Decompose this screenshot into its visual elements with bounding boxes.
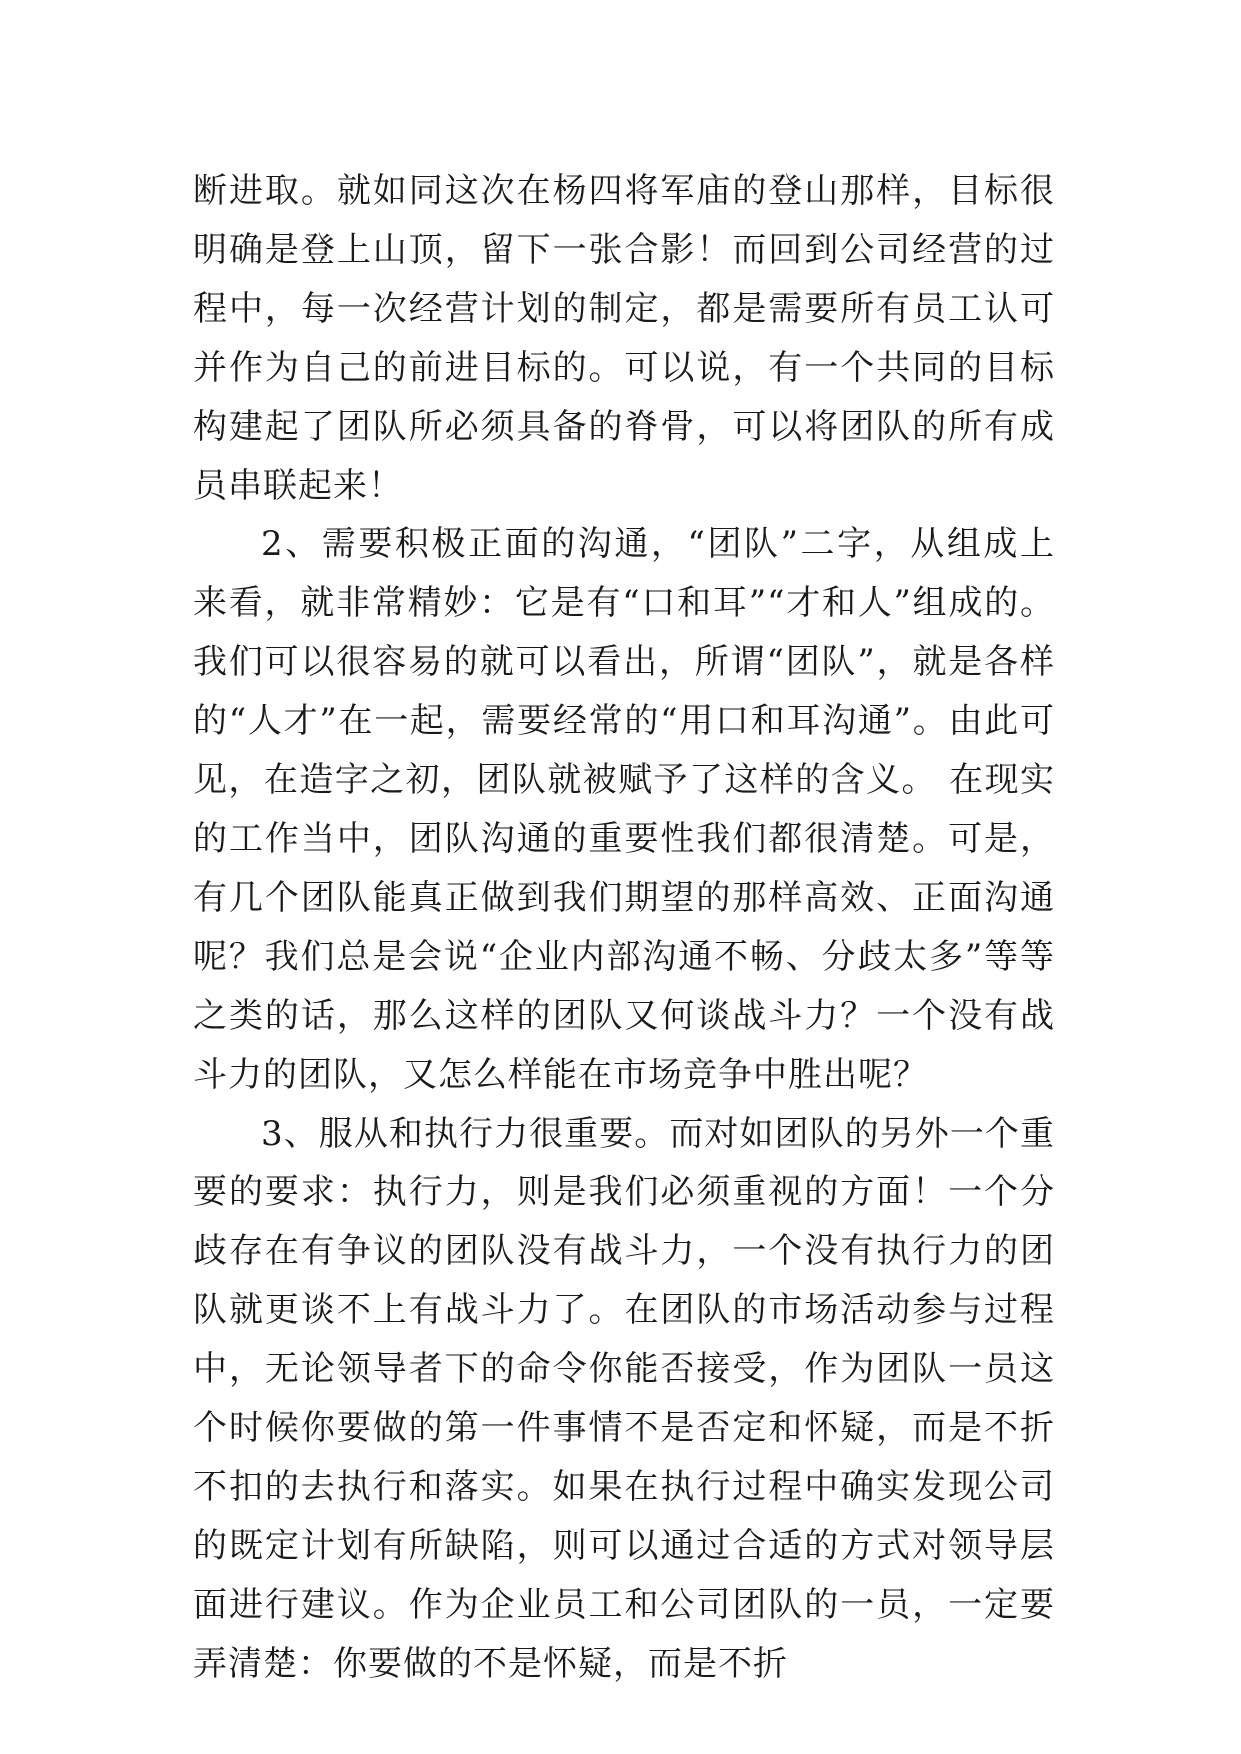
paragraph-execution: 3、服从和执行力很重要。而对如团队的另外一个重要的要求：执行力，则是我们必须重视的方面！一个分歧存在有争议的团队没有战斗力，一个没有执行力的团队就更谈不上有战斗力了。在团队的市场活动参与过程中，无论领导者下的命令你能否接受，作为团队一员这个时候你要做的第一件事情不是否定和怀疑，而是不折不扣的去执行和落实。如果在执行过程中确实发现公司的既定计划有所缺陷，则可以通过合适的方式对领导层面进行建议。作为企业员工和公司团队的一员，一定要弄清楚：你要做的不是怀疑，而是不折 xyxy=(193,1113,1055,1684)
paragraph-communication: 2、需要积极正面的沟通，“团队”二字，从组成上来看，就非常精妙：它是有“口和耳”“才和人”组成的。我们可以很容易的就可以看出，所谓“团队”，就是各样的“人才”在一起，需要经常的“用口和耳沟通”。由此可见，在造字之初，团队就被赋予了这样的含义。 在现实的工作当中，团队沟通的重要性我们都很清楚。可是，有几个团队能真正做到我们期望的那样高效、正面沟通呢？我们总是会说“企业内部沟通不畅、分歧太多”等等之类的话，那么这样的团队又何谈战斗力？一个没有战斗力的团队，又怎么样能在市场竞争中胜出呢？ xyxy=(193,524,1055,1095)
paragraph-continuation: 断进取。就如同这次在杨四将军庙的登山那样，目标很明确是登上山顶，留下一张合影！而回到公司经营的过程中，每一次经营计划的制定，都是需要所有员工认可并作为自己的前进目标的。可以说，有一个共同的目标构建起了团队所必须具备的脊骨，可以将团队的所有成员串联起来！ xyxy=(193,171,1055,506)
document-body xyxy=(193,162,1055,1694)
